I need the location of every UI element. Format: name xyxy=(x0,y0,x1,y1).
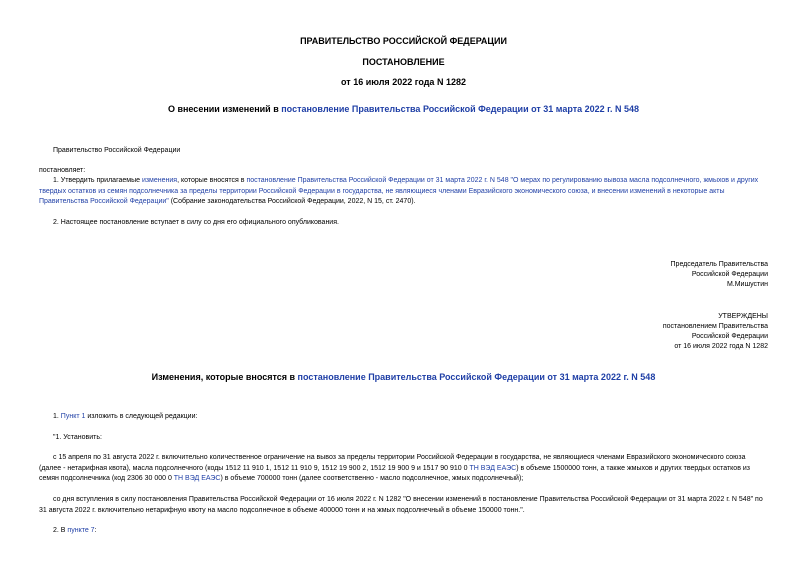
changes-heading xyxy=(0,372,807,382)
change-2-rest: : xyxy=(94,527,97,534)
change-2-line xyxy=(53,526,97,537)
document-type: ПОСТАНОВЛЕНИЕ xyxy=(362,57,445,67)
approved-country: Российской Федерации xyxy=(691,333,768,340)
change-1-number: 1. xyxy=(53,413,61,420)
changes-decree-548-link[interactable]: постановление Правительства Российской Федерации от 31 марта 2022 г. N 548 xyxy=(297,372,656,382)
changes-link[interactable]: изменения xyxy=(141,177,178,184)
document-title-prefix: О внесении изменений в xyxy=(167,104,282,114)
government-heading: ПРАВИТЕЛЬСТВО РОССИЙСКОЙ ФЕДЕРАЦИИ xyxy=(300,36,507,46)
tn-ved-link-1[interactable]: ТН ВЭД ЕАЭС xyxy=(469,464,517,472)
signature-position: Председатель Правительства xyxy=(670,261,768,268)
change-1-line xyxy=(53,412,197,423)
signature-country: Российской Федерации xyxy=(691,271,768,278)
point-7-link[interactable]: пункте 7 xyxy=(67,527,95,534)
decree-548-link[interactable]: постановление Правительства Российской Федерации от 31 марта 2022 г. N 548 xyxy=(281,104,640,114)
change-2-number: 2. В xyxy=(53,527,68,534)
approved-by: постановлением Правительства xyxy=(662,323,768,330)
item-1-text-mid: , которые вносятся в xyxy=(177,177,247,184)
change-1-rest: изложить в следующей редакции: xyxy=(85,413,198,420)
issuing-authority: Правительство Российской Федерации xyxy=(53,147,181,154)
point-1-link[interactable]: Пункт 1 xyxy=(60,413,86,420)
para-a-text-2: ) в объеме 1500000 тонн, а также жмыхов и других твердых остатков из семян подсолнечника (код 2306 30 000 0 xyxy=(39,464,750,482)
item-1-paragraph xyxy=(39,176,769,208)
item-1-text-end: (Собрание законодательства Российской Федерации, 2022, N 15, ст. 2470). xyxy=(168,198,416,205)
signature-name: М.Мишустин xyxy=(726,281,768,288)
para-a-text-1: с 15 апреля по 31 августа 2022 г. включительно количественное ограничение на вывоз за пределы территории Российской Федерации в государства, не являющиеся членами Евразийского экономического союза (далее - нетарифная квота), масла подсолнечного (коды 1512 11 910 1, 1512 11 910 9, 1512 19 900 2, 1512 19 900 9 и 1517 90 910 0 xyxy=(39,454,746,472)
approved-label: УТВЕРЖДЕНЫ xyxy=(718,313,768,320)
tn-ved-link-2[interactable]: ТН ВЭД ЕАЭС xyxy=(173,475,221,482)
item-2-paragraph: 2. Настоящее постановление вступает в силу со дня его официального опубликования. xyxy=(53,219,339,226)
approved-date: от 16 июля 2022 года N 1282 xyxy=(674,343,768,350)
decree-548-full-link[interactable]: постановление Правительства Российской Федерации от 31 марта 2022 г. N 548 "О мерах по регулированию вывоза масла подсолнечного, жмыхов и других твердых остатков из семян подсолнечника за пределы территории Российской Федерации в государства, не являющиеся членами Евразийского экономического союза, и внесении изменений в некоторые акты Правительства Российской Федерации" xyxy=(39,177,759,205)
paragraph-quota-additional: со дня вступления в силу постановления Правительства Российской Федерации от 16 июля 2022 г. N 1282 "О внесении изменений в постановление Правительства Российской Федерации от 31 марта 2022 г. N 548" по 31 августа 2022 г. включительно нетарифную квоту на масло подсолнечное в объеме 400000 тонн и на жмых подсолнечный в объеме 150000 тонн.". xyxy=(39,496,763,514)
document-title xyxy=(0,104,807,114)
document-date-number: от 16 июля 2022 года N 1282 xyxy=(341,77,466,87)
para-a-text-3: ) в объеме 700000 тонн (далее соответственно - масло подсолнечное, жмых подсолнечный); xyxy=(220,475,524,482)
paragraph-quota-2022 xyxy=(39,453,769,485)
quote-start: "1. Установить: xyxy=(53,434,102,441)
changes-heading-prefix: Изменения, которые вносятся в xyxy=(151,372,298,382)
item-1-text-start: 1. Утвердить прилагаемые xyxy=(53,177,142,184)
decrees-word: постановляет: xyxy=(39,167,86,174)
